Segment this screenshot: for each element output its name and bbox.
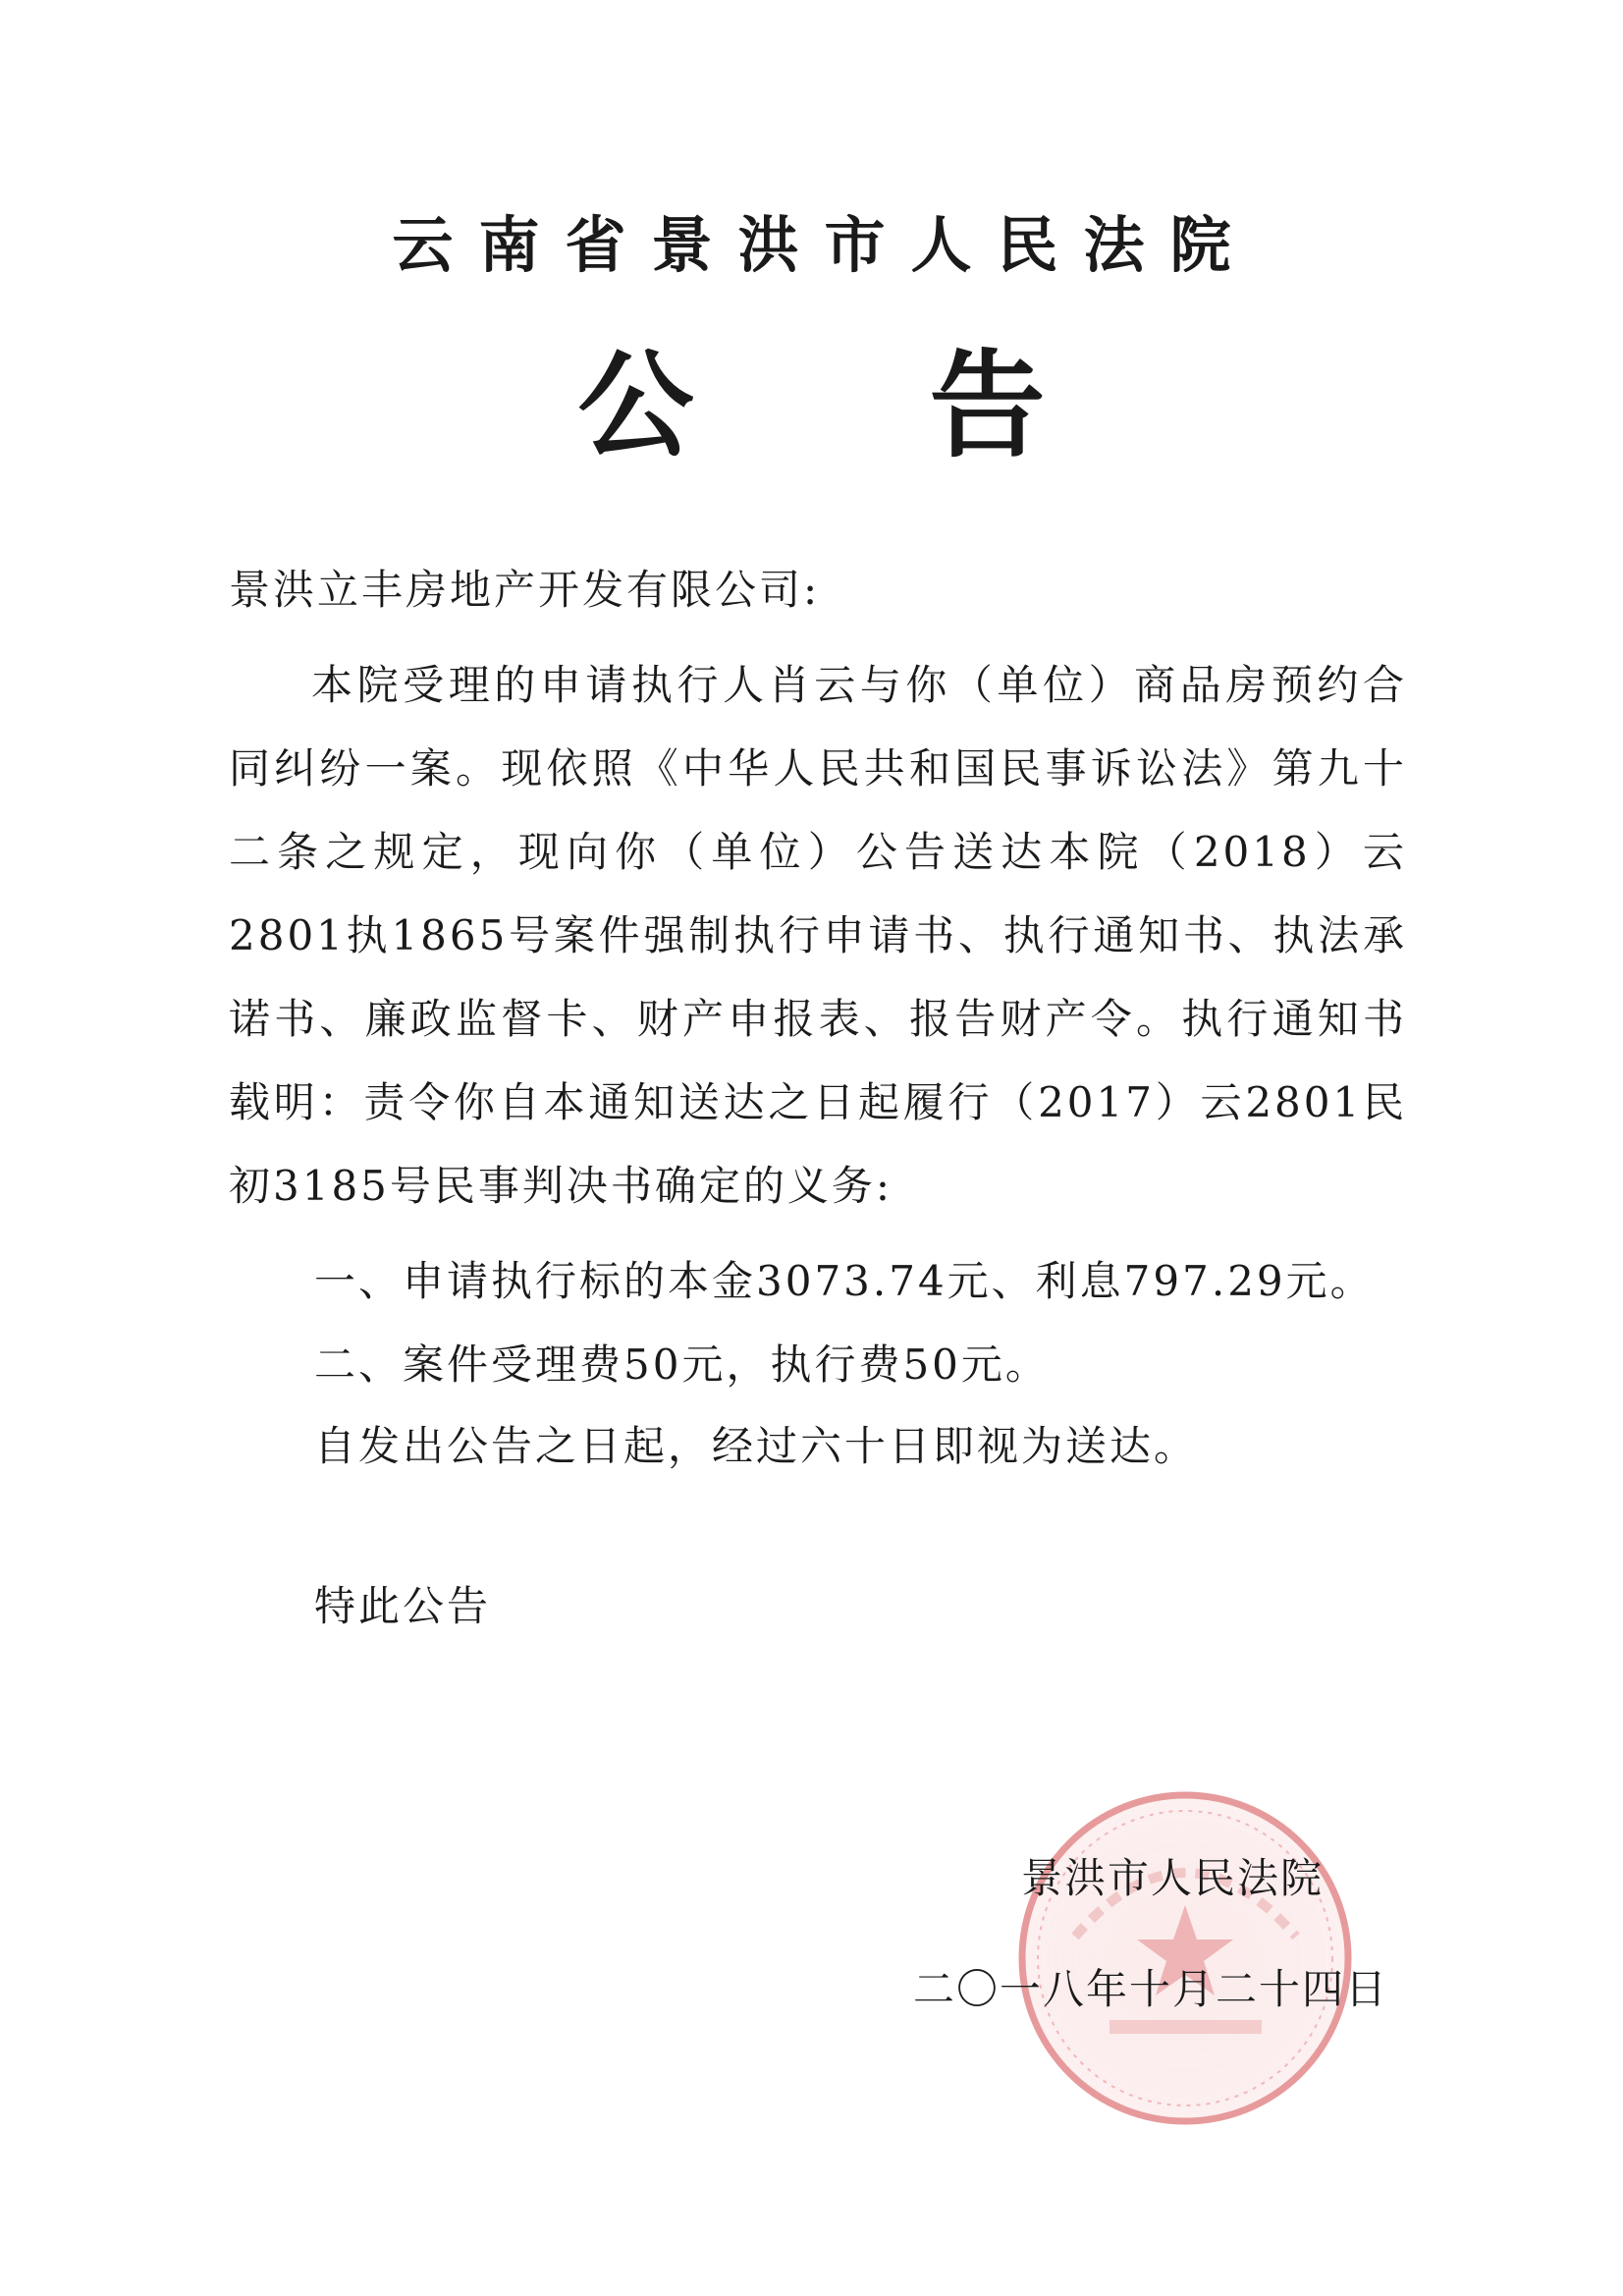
obligation-item-2: 二、案件受理费50元，执行费50元。 [314, 1340, 1050, 1389]
issuing-court-signature: 景洪市人民法院 [1021, 1854, 1325, 1902]
service-notice: 自发出公告之日起，经过六十日即视为送达。 [314, 1422, 1199, 1470]
special-notice: 特此公告 [314, 1582, 492, 1630]
obligation-item-1: 一、申请执行标的本金3073.74元、利息797.29元。 [314, 1257, 1375, 1305]
issue-date: 二〇一八年十月二十四日 [913, 1965, 1389, 2013]
document-title: 公告 [577, 337, 1281, 473]
main-paragraph: 本院受理的申请执行人肖云与你（单位）商品房预约合同纠纷一案。现依照《中华人民共和国民事诉讼法》第九十二条之规定，现向你（单位）公告送达本院（2018）云2801执1865号案件强制执行申请书、执行通知书、执法承诺书、廉政监督卡、财产申报表、报告财产令。执行通知书载明：责令你自本通知送达之日起履行（2017）云2801民初3185号民事判决书确定的义务: [229, 661, 1407, 1210]
court-name-heading: 云南省景洪市人民法院 [392, 209, 1257, 281]
addressee: 景洪立丰房地产开发有限公司: [229, 566, 821, 614]
